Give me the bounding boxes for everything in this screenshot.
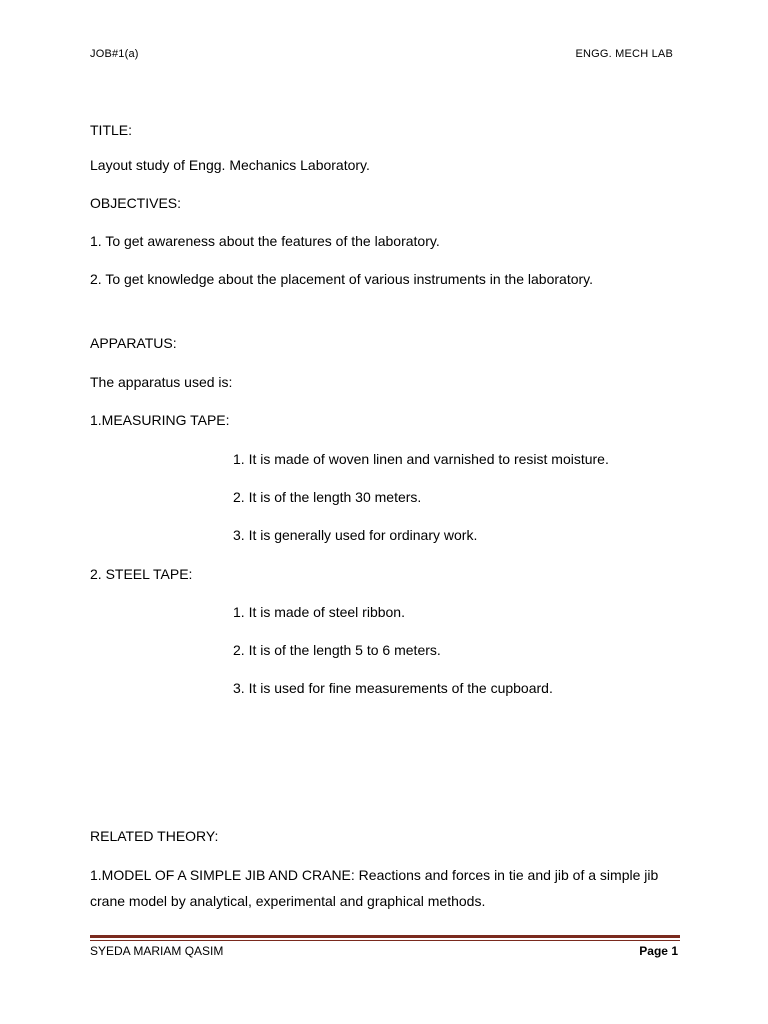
apparatus-label: APPARATUS: [90, 335, 177, 351]
objectives-label: OBJECTIVES: [90, 195, 182, 211]
apparatus-heading: 1.MEASURING TAPE: [90, 412, 230, 428]
objective-item: 1. To get awareness about the features of the laboratory. [90, 233, 440, 249]
apparatus-intro: The apparatus used is: [90, 374, 233, 390]
apparatus-point: 3. It is generally used for ordinary work. [233, 527, 478, 543]
apparatus-point: 2. It is of the length 30 meters. [233, 489, 422, 505]
objective-item: 2. To get knowledge about the placement of various instruments in the laboratory. [90, 271, 594, 287]
title-text: Layout study of Engg. Mechanics Laboratory. [90, 157, 370, 173]
footer-author: SYEDA MARIAM QASIM [90, 944, 224, 958]
apparatus-point: 1. It is made of woven linen and varnished to resist moisture. [233, 451, 609, 467]
header-left-text: JOB#1(a) [90, 48, 139, 60]
theory-label: RELATED THEORY: [90, 828, 219, 844]
apparatus-point: 1. It is made of steel ribbon. [233, 604, 405, 620]
apparatus-heading: 2. STEEL TAPE: [90, 566, 193, 582]
footer-divider [90, 935, 680, 941]
apparatus-point: 2. It is of the length 5 to 6 meters. [233, 642, 441, 658]
title-label: TITLE: [90, 122, 133, 138]
page-number: Page 1 [639, 944, 678, 958]
apparatus-point: 3. It is used for fine measurements of the cupboard. [233, 680, 553, 696]
theory-text: 1.MODEL OF A SIMPLE JIB AND CRANE: Reactions and forces in tie and jib of a simple jib crane model by analytical, experimental and graphical methods. [90, 867, 659, 909]
header-right-text: ENGG. MECH LAB [575, 48, 673, 60]
